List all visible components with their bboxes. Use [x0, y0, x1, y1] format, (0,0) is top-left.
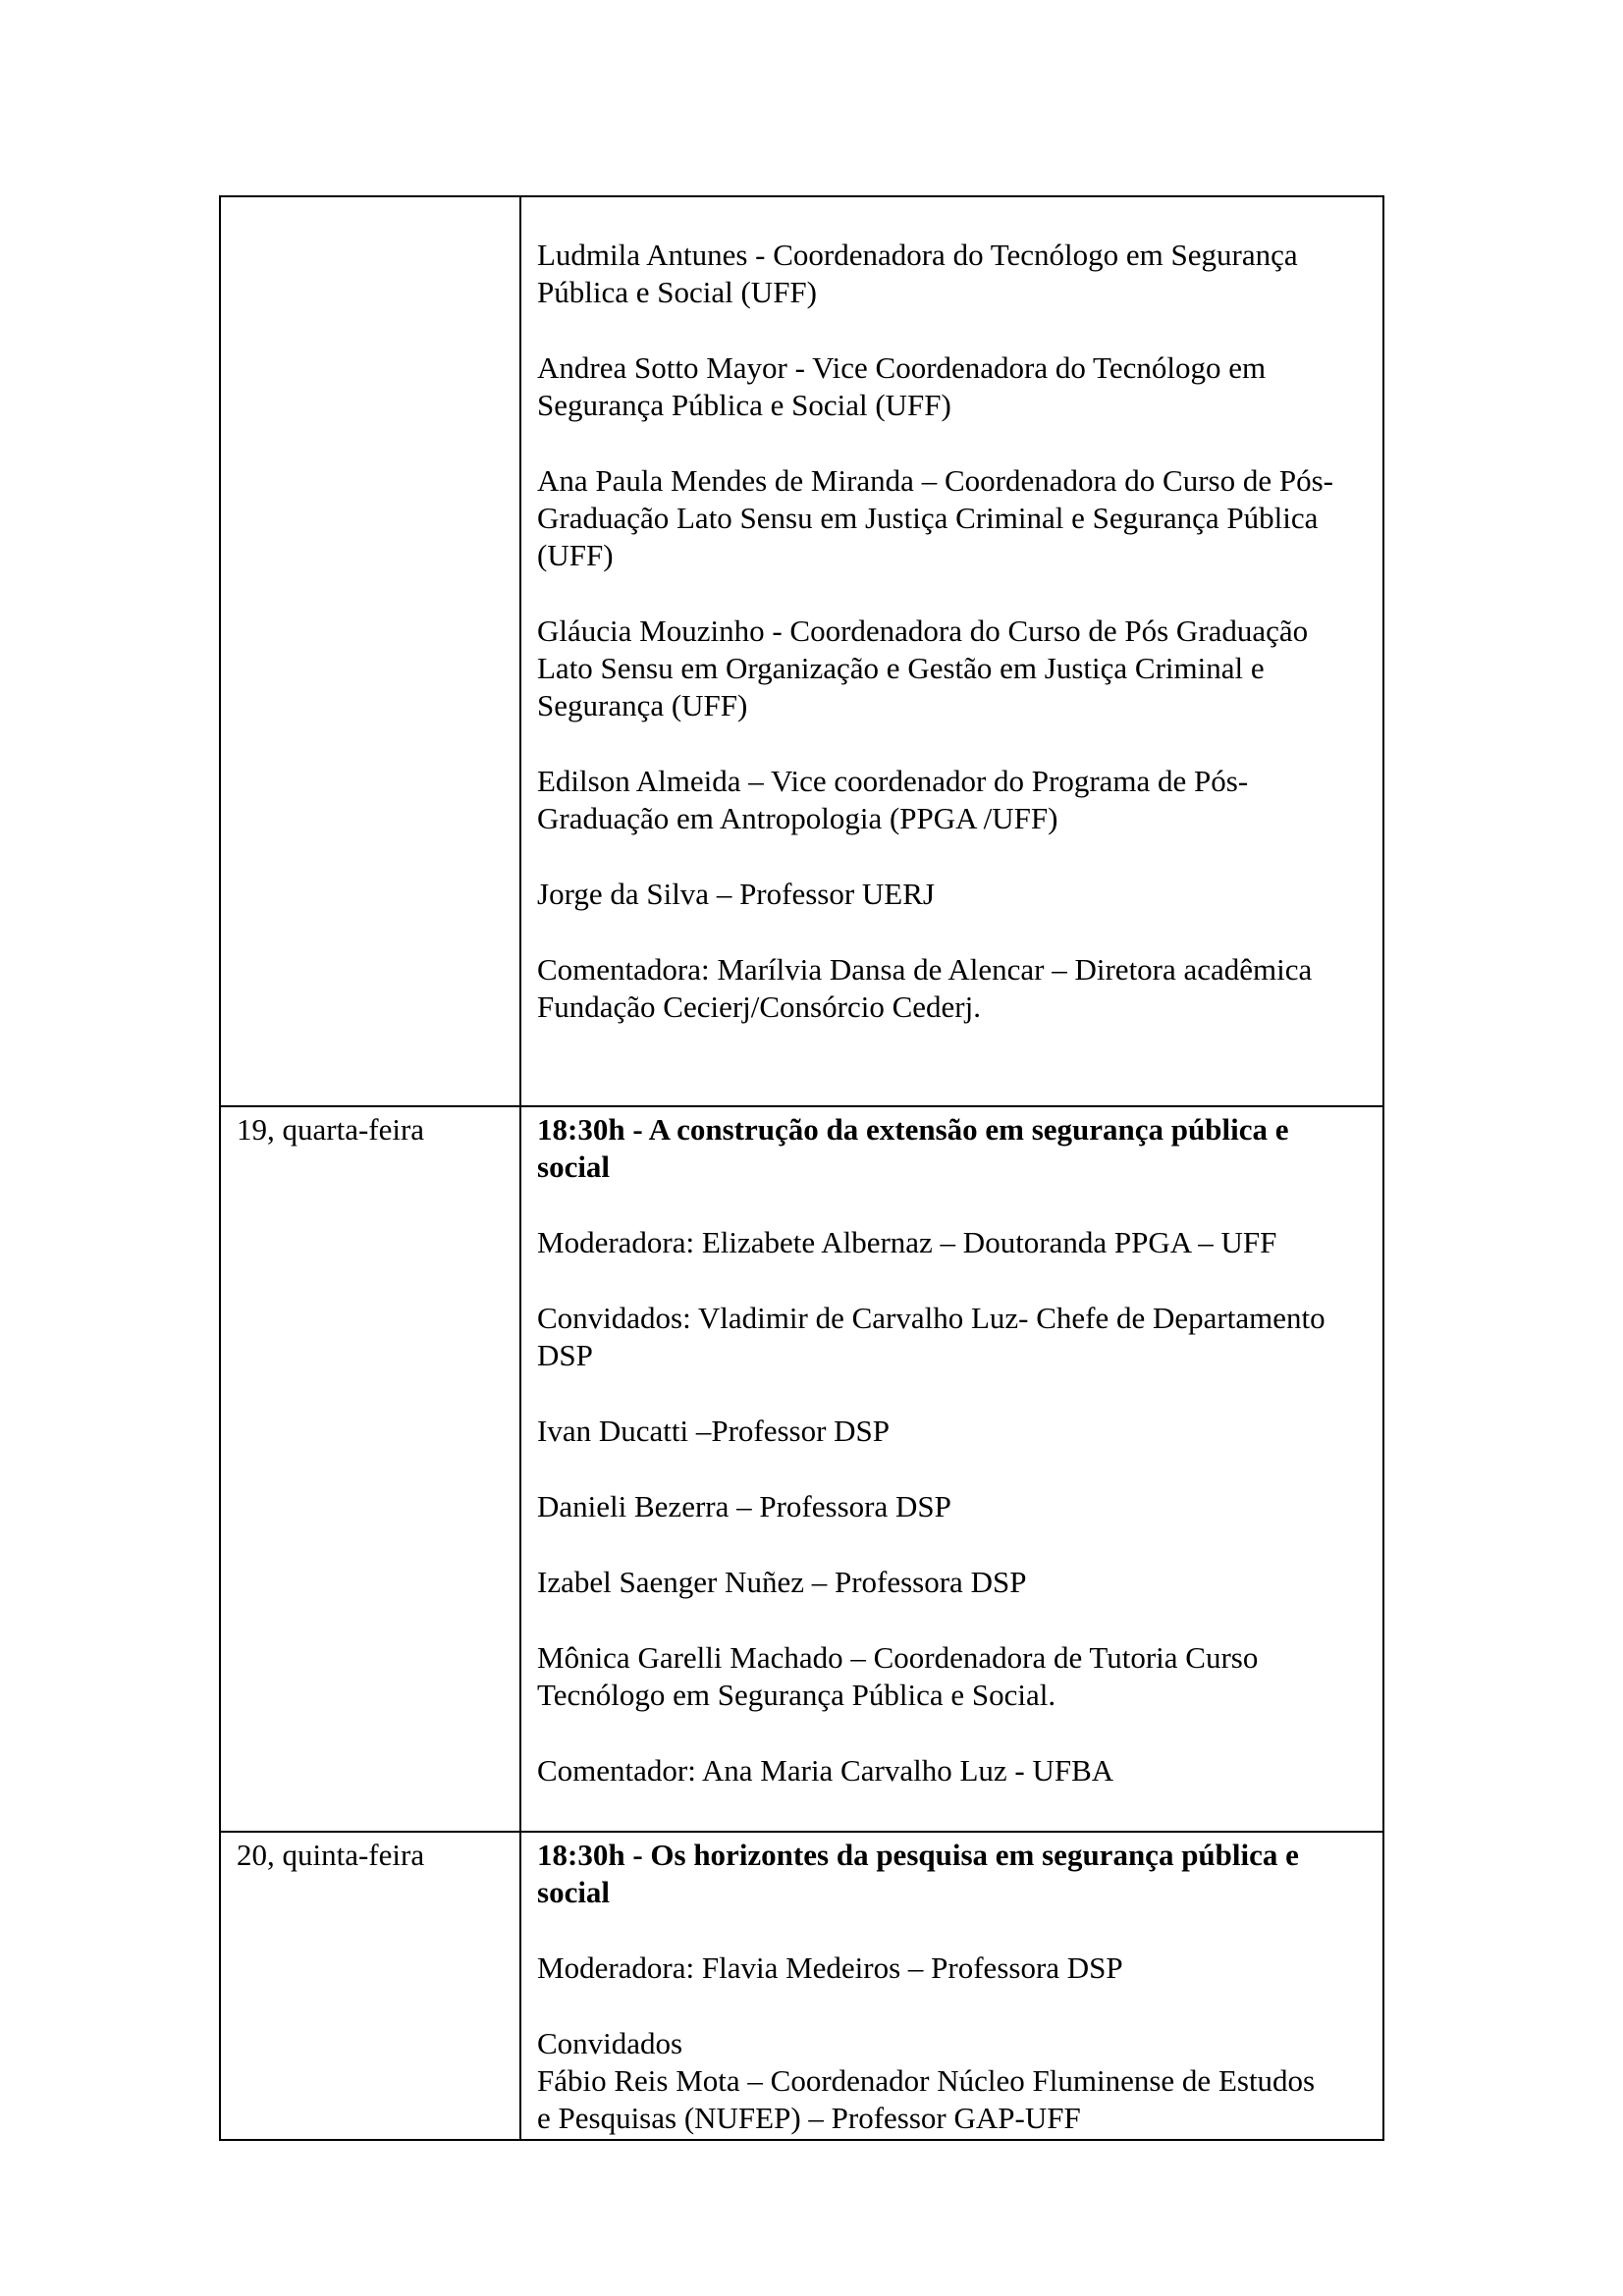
day-label: 19, quarta-feira — [237, 1112, 425, 1147]
participant-entry: Ana Paula Mendes de Miranda – Coordenadora do Curso de Pós- Graduação Lato Sensu em Justiça Criminal e Segurança Pública (UFF) — [537, 463, 1333, 572]
content-cell — [520, 1106, 1383, 1832]
participant-entry: Danieli Bezerra – Professora DSP — [537, 1489, 951, 1523]
table-row — [220, 1106, 1383, 1832]
commentator-entry: Comentadora: Marílvia Dansa de Alencar – Diretora acadêmica Fundação Cecierj/Consórcio Cederj. — [537, 952, 1313, 1024]
participant-entry: Izabel Saenger Nuñez – Professora DSP — [537, 1565, 1027, 1599]
day-cell — [220, 1832, 520, 2140]
participant-entry: Convidados: Vladimir de Carvalho Luz- Chefe de Departamento DSP — [537, 1301, 1325, 1372]
table-row — [220, 196, 1383, 1106]
moderator-entry: Moderadora: Elizabete Albernaz – Doutoranda PPGA – UFF — [537, 1225, 1277, 1259]
commentator-entry: Comentador: Ana Maria Carvalho Luz - UFBA — [537, 1753, 1114, 1788]
table-row — [220, 1832, 1383, 2140]
session-title: 18:30h - A construção da extensão em segurança pública e social — [537, 1112, 1289, 1184]
moderator-entry: Moderadora: Flavia Medeiros – Professora DSP — [537, 1950, 1123, 1985]
day-cell — [220, 196, 520, 1106]
participant-entry: Andrea Sotto Mayor - Vice Coordenadora do Tecnólogo em Segurança Pública e Social (UFF) — [537, 350, 1267, 422]
day-cell — [220, 1106, 520, 1832]
schedule-table — [219, 195, 1384, 2141]
content-cell — [520, 1832, 1383, 2140]
participant-entry: Mônica Garelli Machado – Coordenadora de Tutoria Curso Tecnólogo em Segurança Pública e Social. — [537, 1640, 1259, 1712]
participant-entry: Ivan Ducatti –Professor DSP — [537, 1414, 891, 1448]
participant-entry: Jorge da Silva – Professor UERJ — [537, 877, 935, 911]
content-cell — [520, 196, 1383, 1106]
session-title: 18:30h - Os horizontes da pesquisa em segurança pública e social — [537, 1838, 1299, 1909]
participant-entry: Ludmila Antunes - Coordenadora do Tecnólogo em Segurança Pública e Social (UFF) — [537, 238, 1298, 309]
day-label: 20, quinta-feira — [237, 1838, 425, 1872]
participant-entry: Convidados Fábio Reis Mota – Coordenador Núcleo Fluminense de Estudos e Pesquisas (NUFEP) – Professor GAP-UFF — [537, 2026, 1316, 2135]
participant-entry: Gláucia Mouzinho - Coordenadora do Curso de Pós Graduação Lato Sensu em Organização e Gestão em Justiça Criminal e Segurança (UFF) — [537, 614, 1309, 722]
participant-entry: Edilson Almeida – Vice coordenador do Programa de Pós- Graduação em Antropologia (PPGA /UFF) — [537, 764, 1249, 835]
